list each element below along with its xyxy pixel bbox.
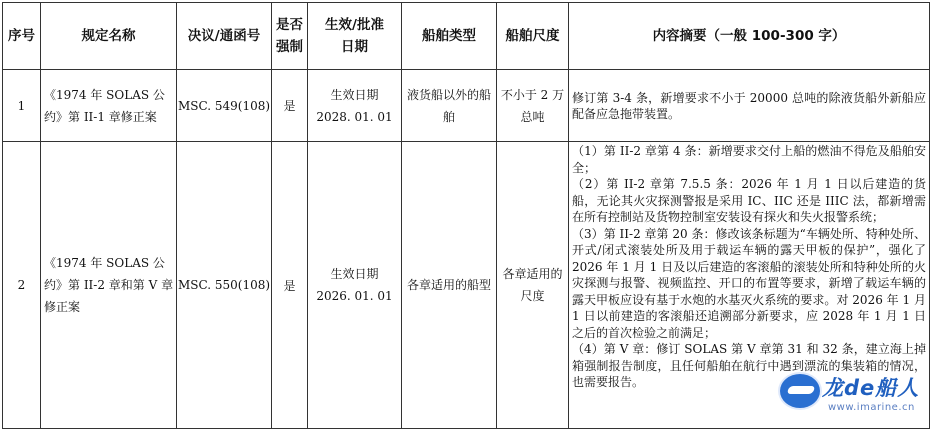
summary-paragraph: 修订第 3-4 条，新增要求不小于 20000 总吨的除液货船外新船应配备应急拖带装置。 xyxy=(572,90,926,121)
header-mandatory-line1: 是否 xyxy=(276,17,303,33)
summary-paragraph: （1）第 II-2 章第 4 条：新增要求交付上船的燃油不得危及船舶安全； xyxy=(572,144,926,175)
header-index: 序号 xyxy=(3,3,41,70)
summary-paragraph: （3）第 II-2 章第 20 条：修改该条标题为“车辆处所、特种处所、开式/闭式滚装处所及用于载运车辆的露天甲板的保护”，强化了 2026 年 1 月 1 日及以后建造的客滚船的滚装处所和特种处所的火灾探测与报警、视频监控、开口的布置等要求，新增了载运车辆的露天甲板应设有基于水炮的水基灭火系统的要求。对 2026 年 1 月 1 日以前建造的客滚船还追溯部分新要求，应 2028 年 1 月 1 日之后的首次检验之前满足； xyxy=(572,226,926,340)
row-index: 2 xyxy=(3,142,41,429)
header-resolution: 决议/通函号 xyxy=(177,3,272,70)
header-summary: 内容摘要（一般 100-300 字） xyxy=(569,3,930,70)
header-date xyxy=(308,3,402,70)
header-row xyxy=(3,3,930,70)
row-date-label: 生效日期 xyxy=(330,87,379,102)
row-ship-type: 液货船以外的船舶 xyxy=(402,70,497,142)
header-mandatory xyxy=(272,3,308,70)
header-ship-type: 船舶类型 xyxy=(402,3,497,70)
row-rule-name: 《1974 年 SOLAS 公约》第 II-1 章修正案 xyxy=(41,70,177,142)
header-ship-size: 船舶尺度 xyxy=(497,3,569,70)
row-rule-name: 《1974 年 SOLAS 公约》第 II-2 章和第 V 章修正案 xyxy=(41,142,177,429)
header-date-line2: 日期 xyxy=(341,39,368,55)
watermark-url: www.imarine.cn xyxy=(828,402,915,413)
row-date-label: 生效日期 xyxy=(330,267,379,281)
row-date-cell xyxy=(308,70,402,142)
row-date-value: 2026. 01. 01 xyxy=(316,289,393,303)
row-date-value: 2028. 01. 01 xyxy=(316,109,393,124)
row-index: 1 xyxy=(3,70,41,142)
table-row xyxy=(3,70,930,142)
row-date-cell xyxy=(308,142,402,429)
row-mandatory: 是 xyxy=(272,142,308,429)
row-ship-size: 不小于 2 万总吨 xyxy=(497,70,569,142)
ship-logo-icon xyxy=(780,374,820,408)
row-ship-type: 各章适用的船型 xyxy=(402,142,497,429)
row-summary xyxy=(569,70,930,142)
header-rule-name: 规定名称 xyxy=(41,3,177,70)
row-resolution: MSC. 550(108) xyxy=(177,142,272,429)
row-mandatory: 是 xyxy=(272,70,308,142)
row-ship-size: 各章适用的尺度 xyxy=(497,142,569,429)
watermark-brand: 龙de船人 xyxy=(822,376,920,400)
regulations-table xyxy=(2,2,930,429)
header-date-line1: 生效/批准 xyxy=(325,17,384,33)
site-watermark xyxy=(778,372,934,428)
header-mandatory-line2: 强制 xyxy=(276,39,303,55)
row-resolution: MSC. 549(108) xyxy=(177,70,272,142)
summary-paragraph: （4）第 V 章：修订 SOLAS 第 V 章第 31 和 32 条，建立海上掉箱强制报告制度，且任何船舶在航行中遇到漂流的集装箱的情况，也需要报告。 xyxy=(572,342,926,389)
summary-paragraph: （2）第 II-2 章第 7.5.5 条：2026 年 1 月 1 日以后建造的货船，无论其火灾探测警报是采用 IC、IIC 还是 IIIC 法，都新增需在所有控制站及货物控制室安装设有探火和失火报警系统； xyxy=(572,177,926,224)
